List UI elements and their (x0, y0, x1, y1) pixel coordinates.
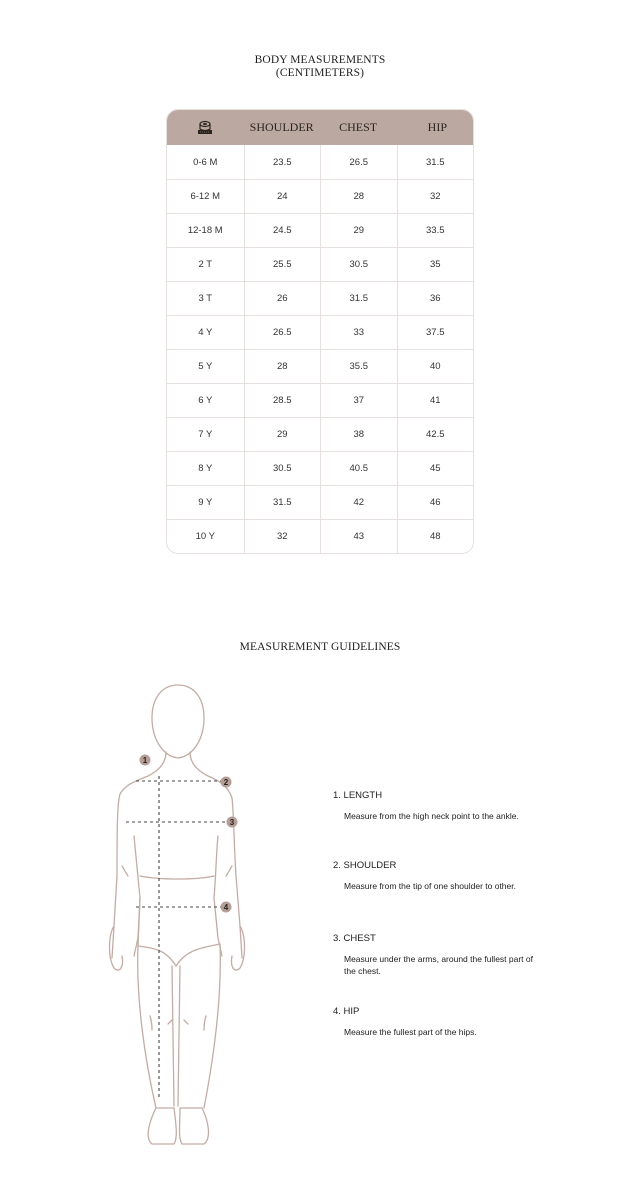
page-title: BODY MEASUREMENTS (254, 54, 386, 66)
table-row (167, 485, 473, 519)
chest-cell: 37 (320, 384, 397, 417)
guideline-text: Measure from the high neck point to the ankle. (344, 811, 519, 821)
table-row (167, 349, 473, 383)
size-cell: 0-6 M (193, 156, 218, 168)
table-row (167, 315, 473, 349)
guideline-length (333, 790, 543, 823)
size-cell: 6 Y (198, 395, 213, 406)
shoulder-cell: 26 (244, 282, 321, 315)
hip-cell: 42.5 (397, 418, 474, 451)
chest-cell: 38 (320, 418, 397, 451)
guideline-heading: 3. CHEST (333, 933, 376, 944)
hip-cell: 40 (397, 350, 474, 383)
shoulder-column-header: SHOULDER (249, 120, 314, 134)
shoulder-cell: 28 (244, 350, 321, 383)
hip-cell: 32 (397, 180, 474, 213)
size-cell: 2 T (198, 259, 213, 270)
guidelines-title: MEASUREMENT GUIDELINES (239, 641, 401, 653)
size-chart-table (166, 109, 474, 554)
table-row (167, 417, 473, 451)
shoulder-cell: 32 (244, 520, 321, 553)
hip-cell: 45 (397, 452, 474, 485)
size-cell: 3 T (198, 293, 213, 304)
hip-cell: 48 (397, 520, 474, 553)
size-cell: 4 Y (198, 327, 213, 338)
shoulder-cell: 23.5 (244, 145, 321, 179)
chest-cell: 42 (320, 486, 397, 519)
table-row (167, 519, 473, 553)
head-outline (152, 685, 204, 758)
shoulder-cell: 25.5 (244, 248, 321, 281)
chest-cell: 40.5 (320, 452, 397, 485)
hip-cell: 35 (397, 248, 474, 281)
guideline-shoulder (333, 860, 543, 893)
hip-cell: 37.5 (397, 316, 474, 349)
hip-cell: 46 (397, 486, 474, 519)
table-header-row (167, 110, 473, 145)
table-row (167, 213, 473, 247)
guideline-text: Measure under the arms, around the fullest part of the chest. (344, 954, 533, 976)
chest-cell: 26.5 (320, 145, 397, 179)
size-column-header (167, 110, 243, 145)
shoulder-cell: 29 (244, 418, 321, 451)
guideline-heading: 2. SHOULDER (333, 860, 397, 871)
chest-cell: 33 (320, 316, 397, 349)
body-figure-diagram (100, 676, 260, 1166)
shoulder-cell: 24.5 (244, 214, 321, 247)
size-cell: 5 Y (198, 361, 213, 372)
shoulder-cell: 30.5 (244, 452, 321, 485)
guideline-heading: 4. HIP (333, 1006, 360, 1017)
shoulder-cell: 28.5 (244, 384, 321, 417)
page-subtitle: (CENTIMETERS) (275, 67, 365, 79)
chest-cell: 29 (320, 214, 397, 247)
size-cell: 12-18 M (187, 225, 223, 236)
table-row (167, 145, 473, 179)
shoulder-cell: 24 (244, 180, 321, 213)
size-cell: 6-12 M (190, 191, 221, 202)
chest-cell: 31.5 (320, 282, 397, 315)
table-row (167, 383, 473, 417)
guideline-heading: 1. LENGTH (333, 790, 383, 801)
size-cell: 10 Y (195, 531, 215, 542)
svg-text:4: 4 (223, 903, 229, 912)
hip-cell: 33.5 (397, 214, 474, 247)
guideline-hip (333, 1006, 543, 1039)
hip-cell: 31.5 (397, 145, 474, 179)
svg-text:1: 1 (142, 756, 148, 765)
size-cell: 9 Y (198, 497, 213, 508)
chest-column-header: CHEST (339, 120, 378, 134)
table-row (167, 247, 473, 281)
guideline-text: Measure the fullest part of the hips. (344, 1027, 477, 1037)
shoulder-cell: 26.5 (244, 316, 321, 349)
size-cell: 7 Y (198, 429, 213, 440)
shoulder-cell: 31.5 (244, 486, 321, 519)
size-cell: 8 Y (198, 463, 213, 474)
chest-cell: 30.5 (320, 248, 397, 281)
chest-cell: 35.5 (320, 350, 397, 383)
table-row (167, 281, 473, 315)
measuring-tape-icon (196, 120, 214, 136)
table-row (167, 179, 473, 213)
hip-cell: 41 (397, 384, 474, 417)
svg-text:2: 2 (223, 778, 229, 787)
table-row (167, 451, 473, 485)
svg-text:3: 3 (229, 818, 235, 827)
hip-cell: 36 (397, 282, 474, 315)
chest-cell: 43 (320, 520, 397, 553)
hip-column-header: HIP (427, 120, 447, 134)
guideline-chest (333, 933, 543, 977)
chest-cell: 28 (320, 180, 397, 213)
guideline-text: Measure from the tip of one shoulder to other. (344, 881, 516, 891)
